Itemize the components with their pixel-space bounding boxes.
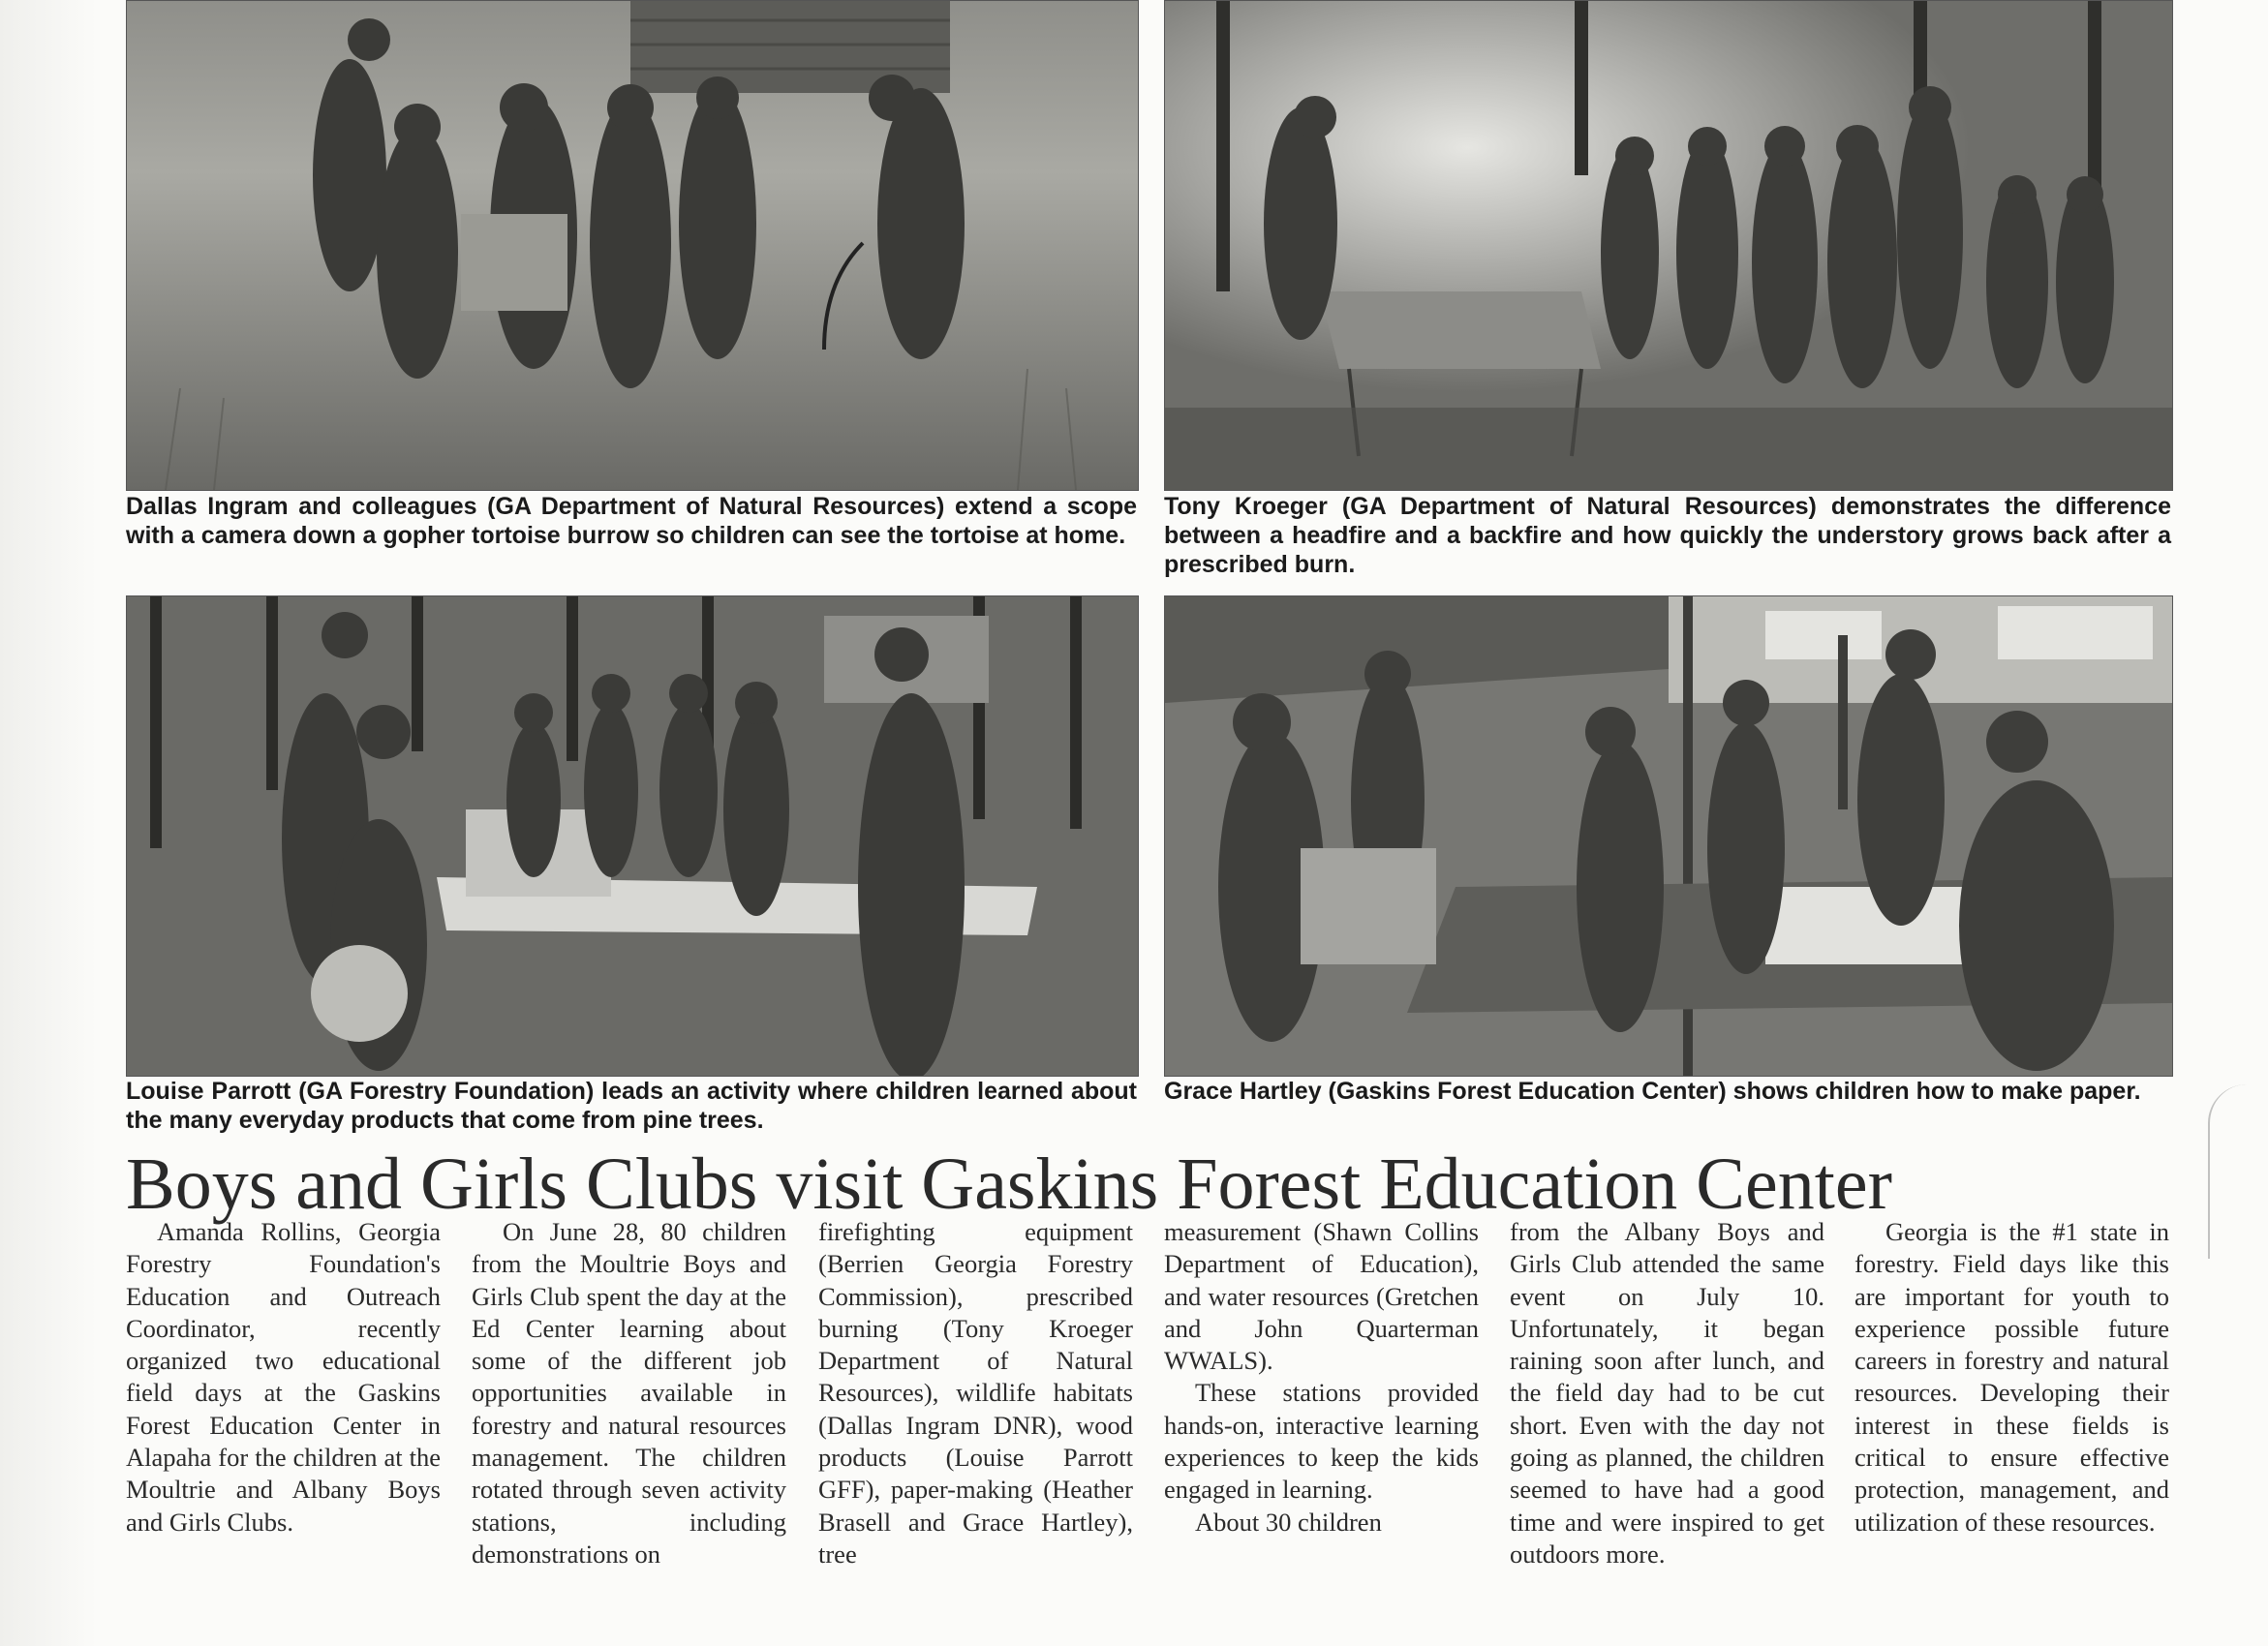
photo-gopher-tortoise-burrow	[126, 0, 1139, 491]
photo-pine-products-activity	[126, 595, 1139, 1077]
paper-fold-mark	[2208, 1084, 2268, 1259]
scan-edge	[0, 0, 97, 1646]
article-paragraph: About 30 children	[1195, 1507, 1382, 1537]
article-paragraph-continued: firefighting equipment (Berrien Georgia Forestry Commission), prescribed burning (Tony Kroeger Department of Natural Resources), wildlife habitats (Dallas Ingram DNR), wood products (Louise Parrott GFF), paper-making (Heather Brasell and Grace Hartley), tree	[818, 1217, 1133, 1569]
article-paragraph: On June 28, 80 children from the Moultrie Boys and Girls Club spent the day at the Ed Center learning about some of the different job opportunities available in forestry and natural resources management. The children rotated through seven activity stations, including demonstrations on	[472, 1217, 786, 1569]
article-paragraph: Georgia is the #1 state in forestry. Field days like this are important for youth to experience possible future careers in forestry and natural resources. Developing their interest in these fields is critical to ensure effective protection, management, and utilization of these resources.	[1854, 1217, 2169, 1537]
article-paragraph: These stations provided hands-on, interactive learning experiences to keep the kids engaged in learning.	[1164, 1378, 1479, 1505]
article-paragraph: Amanda Rollins, Georgia Forestry Foundation's Education and Outreach Coordinator, recently organized two educational field days at the Gaskins Forest Education Center in Alapaha for the children at the Moultrie and Albany Boys and Girls Clubs.	[126, 1217, 441, 1537]
article-column-1	[126, 1216, 441, 1539]
photo-prescribed-burn-demo	[1164, 0, 2173, 491]
article-paragraph-continued: from the Albany Boys and Girls Club attended the same event on July 10. Unfortunately, it began raining soon after lunch, and the field day had to be cut short. Even with the day not going as planned, the children seemed to have had a good time and were inspired to get outdoors more.	[1510, 1217, 1824, 1569]
article-column-5	[1510, 1216, 1824, 1570]
article-paragraph-continued: measurement (Shawn Collins Department of Education), and water resources (Gretchen and John Quarterman WWALS).	[1164, 1217, 1479, 1376]
article-column-2	[472, 1216, 786, 1570]
caption-bottom-left: Louise Parrott (GA Forestry Foundation) leads an activity where children learned about the many everyday products that come from pine trees.	[126, 1078, 1137, 1134]
caption-top-right: Tony Kroeger (GA Department of Natural Resources) demonstrates the difference between a headfire and a backfire and how quickly the understory grows back after a prescribed burn.	[1164, 493, 2171, 578]
article-column-3	[818, 1216, 1133, 1570]
caption-top-left: Dallas Ingram and colleagues (GA Department of Natural Resources) extend a scope with a camera down a gopher tortoise burrow so children can see the tortoise at home.	[126, 493, 1137, 549]
caption-bottom-right: Grace Hartley (Gaskins Forest Education Center) shows children how to make paper.	[1164, 1078, 2141, 1105]
article-column-4	[1164, 1216, 1479, 1539]
article-headline: Boys and Girls Clubs visit Gaskins Forest Education Center	[126, 1143, 1892, 1225]
photo-paper-making	[1164, 595, 2173, 1077]
article-column-6	[1854, 1216, 2169, 1539]
